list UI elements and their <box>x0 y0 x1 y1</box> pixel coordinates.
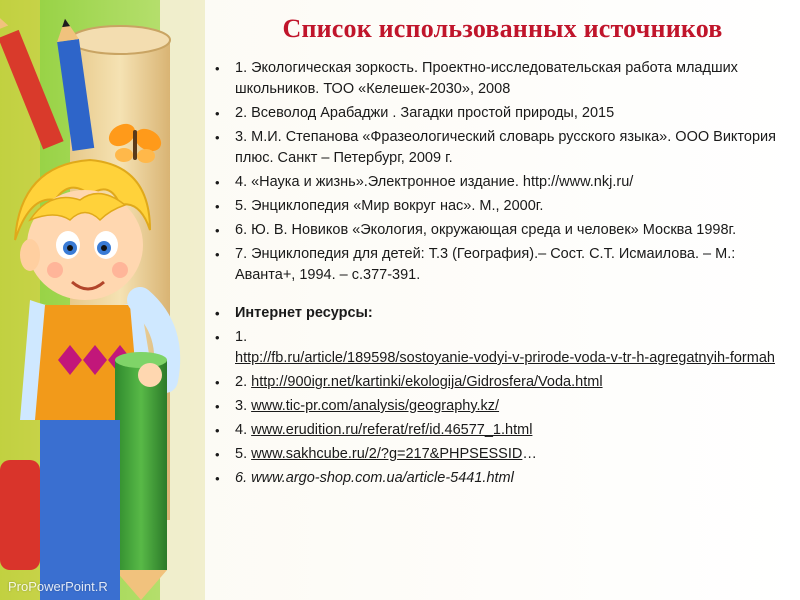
bullet-icon: • <box>215 375 220 390</box>
bullet-icon: • <box>215 399 220 414</box>
bullet-icon: • <box>215 61 220 76</box>
resource-link-1[interactable]: http://fb.ru/article/189598/sostoyanie-vodyi-v-prirode-voda-v-tr-h-agregatnyih-formah <box>235 350 775 366</box>
bullet-icon: • <box>215 447 220 462</box>
bullet-icon: • <box>215 223 220 238</box>
list-item: • 5. www.sakhcube.ru/2/?g=217&PHPSESSID… <box>235 444 780 465</box>
list-item: • 5. Энциклопедия «Мир вокруг нас». М., 2000г. <box>235 196 780 217</box>
slide-title: Список использованных источников <box>282 14 723 43</box>
watermark: ProPowerPoint.R <box>8 579 108 594</box>
resource-link-3[interactable]: www.tic-pr.com/analysis/geography.kz/ <box>251 398 500 414</box>
bullet-icon: • <box>215 471 220 486</box>
list-item: • 2. Всеволод Арабаджи . Загадки простой природы, 2015 <box>235 103 780 124</box>
bullet-icon: • <box>215 199 220 214</box>
green-pencil <box>115 352 167 600</box>
resource-link-4[interactable]: www.erudition.ru/referat/ref/id.46577_1.html <box>251 422 533 438</box>
resource-link-2[interactable]: http://900igr.net/kartinki/ekologija/Gidrosfera/Voda.html <box>251 374 603 390</box>
bullet-icon: • <box>215 423 220 438</box>
list-item: • 7. Энциклопедия для детей: Т.3 (География).– Сост. С.Т. Исмаилова. – М.: Аванта+, 1994. – с.377-391. <box>215 246 736 283</box>
bullet-icon: • <box>215 330 220 345</box>
list-item: • 4. «Наука и жизнь».Электронное издание. http://www.nkj.ru/ <box>235 172 780 193</box>
bullet-icon: • <box>215 247 220 262</box>
bullet-icon: • <box>215 306 220 321</box>
list-item: • 3. М.И. Степанова «Фразеологический словарь русского языка». ООО Виктория плюс. Санкт – Петербург, 2009 г. <box>215 129 776 166</box>
internet-resources-heading: • Интернет ресурсы: <box>235 303 780 324</box>
resource-text-6: 6. www.argo-shop.com.ua/article-5441.html <box>235 470 514 486</box>
list-item: • 2. http://900igr.net/kartinki/ekologija/Gidrosfera/Voda.html <box>235 372 780 393</box>
boy-with-pencils-illustration <box>0 0 205 600</box>
bullet-icon: • <box>215 106 220 121</box>
bullet-icon: • <box>215 130 220 145</box>
list-item: • 4. www.erudition.ru/referat/ref/id.46577_1.html <box>235 420 780 441</box>
list-item: • 3. www.tic-pr.com/analysis/geography.kz/ <box>235 396 780 417</box>
bullet-icon: • <box>215 175 220 190</box>
list-spacer <box>235 289 780 303</box>
list-item: • 1. Экологическая зоркость. Проектно-исследовательская работа младших школьников. ТОО «Келешек-2030», 2008 <box>215 60 738 97</box>
resource-link-5[interactable]: www.sakhcube.ru/2/?g=217&PHPSESSID <box>251 446 523 462</box>
list-item: • 1. http://fb.ru/article/189598/sostoyanie-vodyi-v-prirode-voda-v-tr-h-agregatnyih-formah <box>215 329 775 366</box>
references-list <box>215 58 780 492</box>
list-item <box>215 468 780 489</box>
list-item: • 6. Ю. В. Новиков «Экология, окружающая среда и человек» Москва 1998г. <box>235 220 780 241</box>
slide-content <box>205 0 800 600</box>
